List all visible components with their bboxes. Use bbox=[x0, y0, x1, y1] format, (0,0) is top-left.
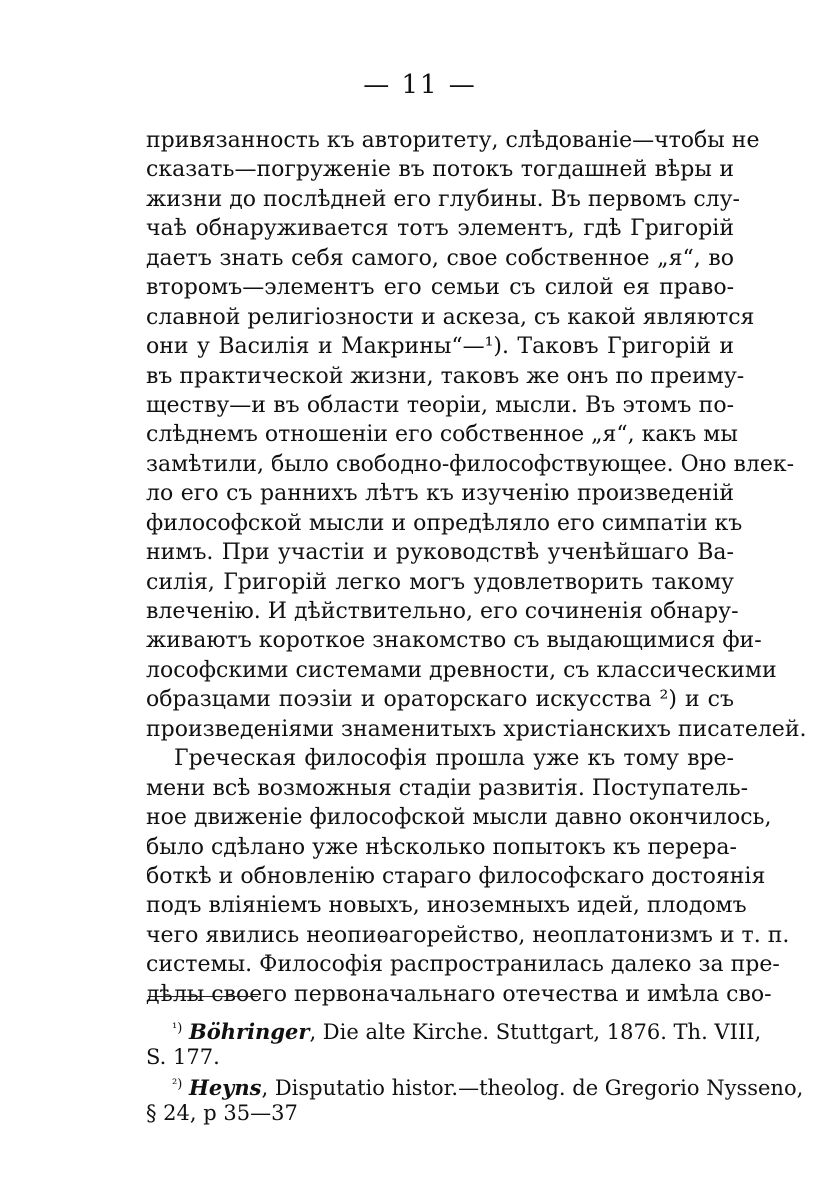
text-line: въ практической жизни, таковъ же онъ по преиму- bbox=[146, 363, 745, 389]
text-line: боткѣ и обновленію стараго философскаго достоянія bbox=[146, 863, 766, 889]
footnote-1-continuation: S. 177. bbox=[146, 1045, 220, 1069]
text-line: нимъ. При участіи и руководствѣ ученѣйшаго Ва- bbox=[146, 540, 734, 566]
text-line: лософскими системами древности, съ классическими bbox=[146, 657, 777, 683]
text-line: дѣлы своего первоначальнаго отечества и имѣла сво- bbox=[146, 981, 772, 1007]
text-line: системы. Философія распространилась далеко за пре- bbox=[146, 952, 780, 978]
body-text bbox=[146, 126, 807, 1009]
text-line: живаютъ короткое знакомство съ выдающимися фи- bbox=[146, 628, 762, 654]
footnote-author: Heyns bbox=[188, 1075, 262, 1100]
footnote-text: , Die alte Kirche. Stuttgart, 1876. Th. VIII, bbox=[309, 1020, 762, 1044]
footnote-1 bbox=[146, 1015, 762, 1044]
text-line: они у Василія и Макрины“—¹). Таковъ Григорій и bbox=[146, 334, 734, 360]
footnotes bbox=[146, 1015, 804, 1127]
text-line: привязанность къ авторитету, слѣдованіе—чтобы не bbox=[146, 128, 760, 153]
text-line: чего явились неопиѳагорейство, неоплатонизмъ и т. п. bbox=[146, 922, 790, 948]
footnote-marker: ²) bbox=[172, 1077, 183, 1092]
text-line: силія, Григорій легко могъ удовлетворить такому bbox=[146, 569, 734, 595]
text-line: замѣтили, было свободно-философствующее. Оно влек- bbox=[146, 451, 795, 477]
text-line: слѣднемъ отношеніи его собственное „я“, какъ мы bbox=[146, 422, 738, 448]
text-line: ществу—и въ области теоріи, мысли. Въ этомъ по- bbox=[146, 392, 734, 418]
footnote-2-continuation: § 24, p 35—37 bbox=[146, 1101, 298, 1125]
text-line: жизни до послѣдней его глубины. Въ первомъ слу- bbox=[146, 186, 740, 212]
text-line: мени всѣ возможныя стадіи развитія. Поступатель- bbox=[146, 775, 749, 801]
footnote-marker: ¹) bbox=[172, 1021, 183, 1036]
text-line: второмъ—элементъ его семьи съ силой ея право- bbox=[146, 275, 734, 301]
text-line: влеченію. И дѣйствительно, его сочиненія обнару- bbox=[146, 599, 739, 624]
footnote-author: Böhringer bbox=[188, 1019, 310, 1044]
footnote-text: , Disputatio histor.—theolog. de Gregorio Nysseno, bbox=[261, 1076, 804, 1100]
paragraph-end-line: произведеніями знаменитыхъ христіанскихъ писателей. bbox=[146, 716, 807, 742]
paragraph-start-line: Греческая философія прошла уже къ тому вре- bbox=[174, 746, 734, 772]
text-line: сказать—погруженіе въ потокъ тогдашней вѣры и bbox=[146, 157, 734, 183]
page-number: — 11 — bbox=[363, 70, 477, 100]
text-line: чаѣ обнаруживается тотъ элементъ, гдѣ Григорій bbox=[146, 216, 734, 242]
footnote-2 bbox=[146, 1071, 804, 1100]
text-line: ное движеніе философской мысли давно окончилось, bbox=[146, 805, 772, 831]
text-line: было сдѣлано уже нѣсколько попытокъ къ перера- bbox=[146, 834, 737, 860]
text-line: ло его съ раннихъ лѣтъ къ изученію произведеній bbox=[146, 481, 734, 507]
footnote-divider bbox=[148, 996, 258, 997]
text-line: славной религіозности и аскеза, съ какой являются bbox=[146, 304, 755, 330]
text-line: философской мысли и опредѣляло его симпатіи къ bbox=[146, 510, 743, 536]
text-line: образцами поэзіи и ораторскаго искусства ²) и съ bbox=[146, 687, 734, 713]
text-line: подъ вліяніемъ новыхъ, иноземныхъ идей, плодомъ bbox=[146, 893, 747, 919]
text-line: даетъ знать себя самого, свое собственное „я“, во bbox=[146, 245, 734, 271]
